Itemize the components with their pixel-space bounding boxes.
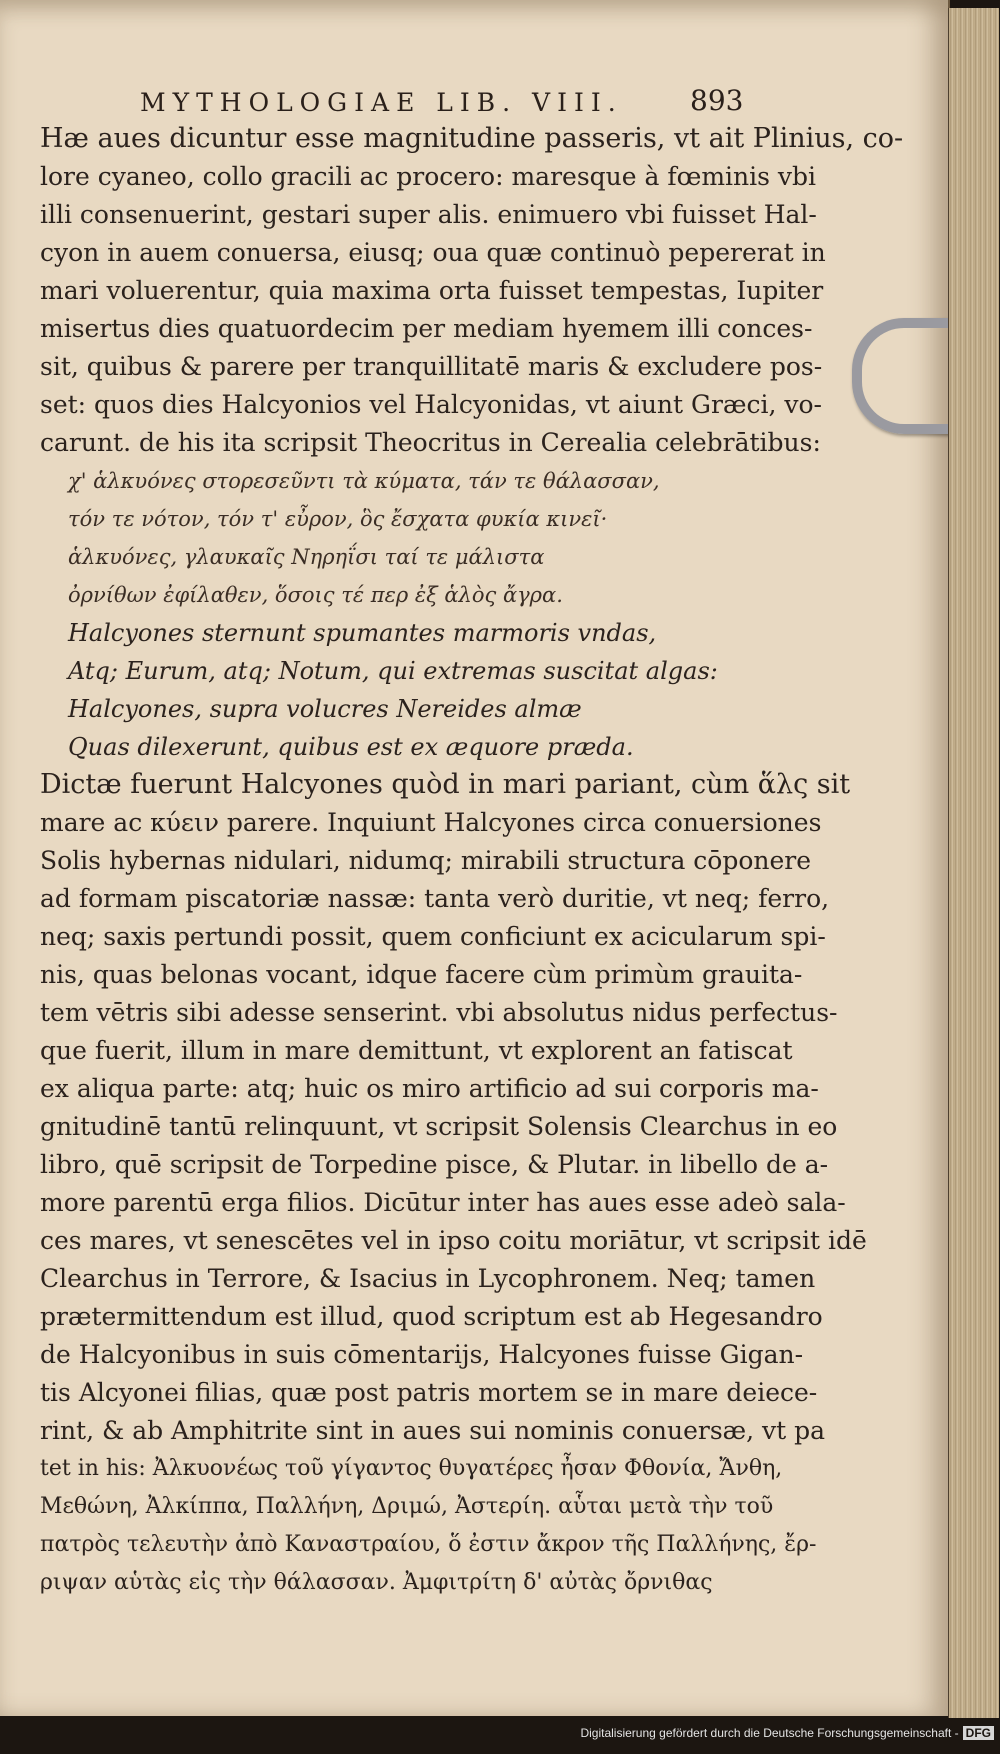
page-number: 893 <box>690 84 744 117</box>
text-line: tis Alcyonei filias, quæ post patris mortem se in mare deiece- <box>40 1378 818 1407</box>
text-line: lore cyaneo, collo gracili ac procero: maresque à fœminis vbi <box>40 162 817 191</box>
text-line: tem vētris sibi adesse senserint. vbi absolutus nidus perfectus- <box>40 998 838 1027</box>
text-line: ex aliqua parte: atq; huic os miro artificio ad sui corporis ma- <box>40 1074 819 1103</box>
text-line: illi consenuerint, gestari super alis. enimuero vbi fuisset Hal- <box>40 200 817 229</box>
text-line: tet in his: Ἀλκυονέως τοῦ γίγαντος θυγατέρες ἦσαν Φθονία, Ἄνθη, <box>40 1456 783 1481</box>
text-line: mare ac κύειν parere. Inquiunt Halcyones circa conuersiones <box>40 808 822 837</box>
text-line: prætermittendum est illud, quod scriptum est ab Hegesandro <box>40 1302 823 1331</box>
text-line: Dictæ fuerunt Halcyones quòd in mari pariant, cùm ἅλς sit <box>40 769 851 800</box>
text-line: libro, quē scripsit de Torpedine pisce, & Plutar. in libello de a- <box>40 1150 829 1179</box>
text-line: ριψαν αὑτὰς εἰς τὴν θάλασσαν. Ἀμφιτρίτη δ' αὐτὰς ὄρνιθας <box>40 1570 713 1595</box>
running-title: MYTHOLOGIAE LIB. VIII. <box>140 88 623 117</box>
text-line: que fuerit, illum in mare demittunt, vt explorent an fatiscat <box>40 1036 793 1065</box>
text-line: gnitudinē tantū relinquunt, vt scripsit Solensis Clearchus in eo <box>40 1112 838 1141</box>
text-line: cyon in auem conuersa, eiusq; oua quæ continuò pepererat in <box>40 238 826 267</box>
text-line: misertus dies quatuordecim per mediam hyemem illi conces- <box>40 314 813 343</box>
text-line: de Halcyonibus in suis cōmentarijs, Halcyones fuisse Gigan- <box>40 1340 804 1369</box>
text-line: more parentū erga filios. Dicūtur inter has aues esse adeò sala- <box>40 1188 846 1217</box>
latin-verse-line: Quas dilexerunt, quibus est ex æquore præda. <box>68 733 634 761</box>
latin-verse-line: Halcyones sternunt spumantes marmoris vndas, <box>68 619 657 647</box>
text-line: Μεθώνη, Ἀλκίππα, Παλλήνη, Δριμώ, Ἀστερίη. αὗται μετὰ τὴν τοῦ <box>40 1494 774 1519</box>
text-line: ad formam piscatoriæ nassæ: tanta verò duritie, vt neq; ferro, <box>40 884 830 913</box>
text-line: Hæ aues dicuntur esse magnitudine passeris, vt ait Plinius, co- <box>40 123 904 154</box>
text-line: ces mares, vt senescētes vel in ipso coitu moriātur, vt scripsit idē <box>40 1226 867 1255</box>
text-line: Solis hybernas nidulari, nidumq; mirabili structura cōponere <box>40 846 812 875</box>
book-fore-edge <box>948 8 999 1718</box>
greek-verse-line: ἁλκυόνες, γλαυκαῖς Νηρηΐσι ταί τε μάλιστα <box>68 545 545 569</box>
text-line: set: quos dies Halcyonios vel Halcyonidas, vt aiunt Græci, vo- <box>40 390 822 419</box>
main-text <box>40 120 904 1595</box>
greek-verse-line: χ' ἁλκυόνες στορεσεῦντι τὰ κύματα, τάν τε θάλασσαν, <box>68 469 660 493</box>
dfg-logo: DFG <box>963 1726 994 1740</box>
latin-verse-line: Halcyones, supra volucres Nereides almæ <box>68 695 582 723</box>
text-line: rint, & ab Amphitrite sint in aues sui nominis conuersæ, vt pa <box>40 1416 826 1445</box>
page-clip <box>852 318 958 434</box>
text-line: carunt. de his ita scripsit Theocritus in Cerealia celebrātibus: <box>40 428 821 457</box>
greek-verse-line: ὀρνίθων ἐφίλαθεν, ὅσοις τέ περ ἐξ ἁλὸς ἄγρα. <box>68 583 563 607</box>
credit-text: Digitalisierung gefördert durch die Deutsche Forschungsgemeinschaft - <box>580 1726 959 1740</box>
latin-verse-line: Atq; Eurum, atq; Notum, qui extremas suscitat algas: <box>68 657 718 685</box>
text-line: nis, quas belonas vocant, idque facere cùm primùm grauita- <box>40 960 803 989</box>
text-line: neq; saxis pertundi possit, quem conficiunt ex acicularum spi- <box>40 922 826 951</box>
greek-verse-line: τόν τε νότον, τόν τ' εὖρον, ὃς ἔσχατα φυκία κινεῖ· <box>68 507 608 531</box>
text-line: mari voluerentur, quia maxima orta fuisset tempestas, Iupiter <box>40 276 824 305</box>
text-line: sit, quibus & parere per tranquillitatē maris & excludere pos- <box>40 352 823 381</box>
text-line: πατρὸς τελευτὴν ἀπὸ Καναστραίου, ὅ ἐστιν ἄκρον τῆς Παλλήνης, ἔρ- <box>40 1532 817 1557</box>
text-line: Clearchus in Terrore, & Isacius in Lycophronem. Neq; tamen <box>40 1264 816 1293</box>
digitization-credit <box>0 1726 1000 1750</box>
